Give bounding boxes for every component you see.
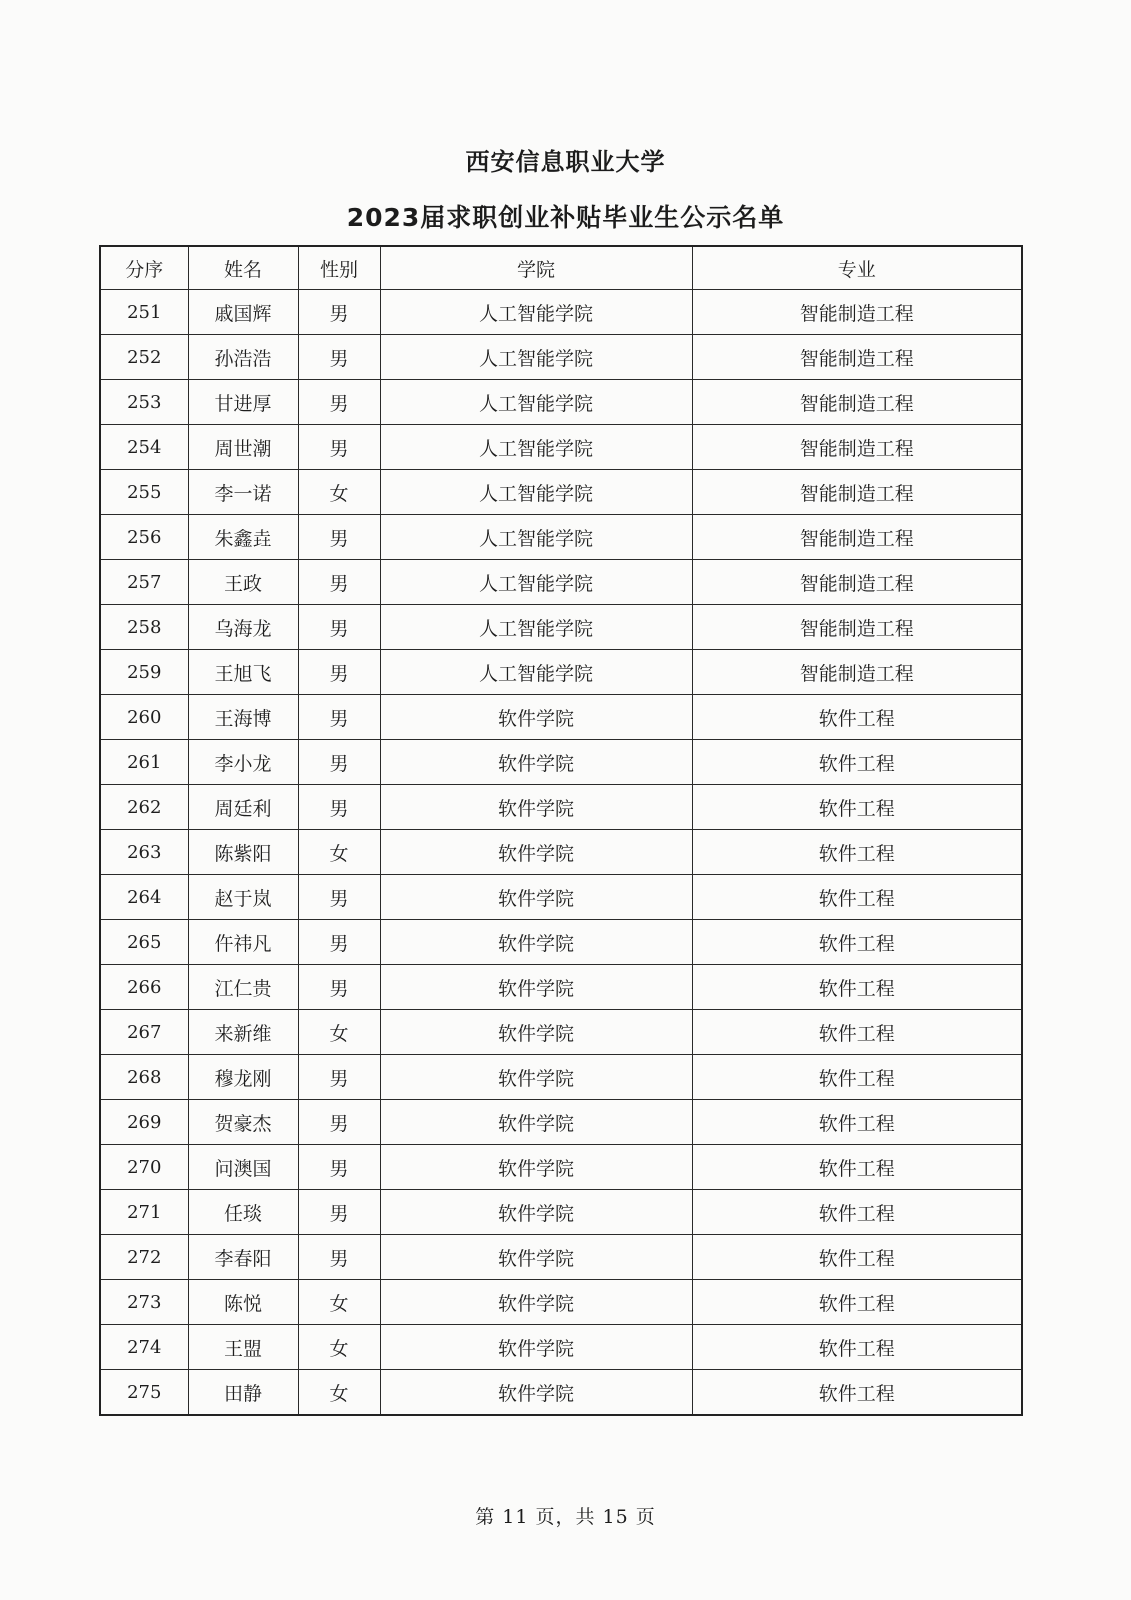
cell-seq: 268 — [100, 1055, 188, 1100]
header-seq: 分序 — [100, 246, 188, 290]
cell-seq: 264 — [100, 875, 188, 920]
cell-seq: 259 — [100, 650, 188, 695]
table-row — [100, 740, 1022, 785]
cell-college: 人工智能学院 — [380, 470, 692, 515]
cell-gender: 男 — [298, 740, 380, 785]
table-row — [100, 1370, 1022, 1416]
table-row — [100, 335, 1022, 380]
graduate-roster-table — [99, 245, 1023, 1416]
cell-major: 智能制造工程 — [692, 290, 1022, 335]
cell-name: 孙浩浩 — [188, 335, 298, 380]
cell-college: 人工智能学院 — [380, 425, 692, 470]
cell-seq: 272 — [100, 1235, 188, 1280]
cell-seq: 251 — [100, 290, 188, 335]
header-major: 专业 — [692, 246, 1022, 290]
cell-seq: 261 — [100, 740, 188, 785]
cell-seq: 254 — [100, 425, 188, 470]
cell-college: 软件学院 — [380, 785, 692, 830]
table-row — [100, 695, 1022, 740]
cell-major: 智能制造工程 — [692, 605, 1022, 650]
table-row — [100, 650, 1022, 695]
cell-major: 软件工程 — [692, 1055, 1022, 1100]
table-body — [100, 290, 1022, 1416]
cell-gender: 男 — [298, 1055, 380, 1100]
page-number-footer: 第 11 页，共 15 页 — [475, 1506, 656, 1528]
cell-college: 软件学院 — [380, 965, 692, 1010]
cell-name: 戚国辉 — [188, 290, 298, 335]
cell-college: 人工智能学院 — [380, 290, 692, 335]
cell-gender: 男 — [298, 695, 380, 740]
cell-name: 王旭飞 — [188, 650, 298, 695]
cell-name: 陈紫阳 — [188, 830, 298, 875]
cell-major: 软件工程 — [692, 785, 1022, 830]
cell-seq: 262 — [100, 785, 188, 830]
cell-seq: 265 — [100, 920, 188, 965]
cell-gender: 女 — [298, 830, 380, 875]
cell-name: 王政 — [188, 560, 298, 605]
header-gender: 性别 — [298, 246, 380, 290]
table-row — [100, 830, 1022, 875]
cell-major: 软件工程 — [692, 1190, 1022, 1235]
cell-seq: 258 — [100, 605, 188, 650]
cell-college: 人工智能学院 — [380, 380, 692, 425]
cell-major: 软件工程 — [692, 695, 1022, 740]
cell-name: 王海博 — [188, 695, 298, 740]
cell-college: 软件学院 — [380, 830, 692, 875]
cell-college: 软件学院 — [380, 740, 692, 785]
cell-major: 软件工程 — [692, 1010, 1022, 1055]
cell-college: 软件学院 — [380, 1100, 692, 1145]
table-row — [100, 1145, 1022, 1190]
cell-seq: 257 — [100, 560, 188, 605]
cell-gender: 男 — [298, 380, 380, 425]
cell-name: 乌海龙 — [188, 605, 298, 650]
cell-major: 智能制造工程 — [692, 515, 1022, 560]
cell-major: 软件工程 — [692, 740, 1022, 785]
cell-gender: 男 — [298, 650, 380, 695]
cell-major: 软件工程 — [692, 1100, 1022, 1145]
cell-gender: 男 — [298, 875, 380, 920]
cell-name: 赵于岚 — [188, 875, 298, 920]
header-name: 姓名 — [188, 246, 298, 290]
table-row — [100, 425, 1022, 470]
cell-gender: 男 — [298, 785, 380, 830]
cell-major: 软件工程 — [692, 1370, 1022, 1416]
cell-college: 人工智能学院 — [380, 650, 692, 695]
cell-seq: 263 — [100, 830, 188, 875]
cell-name: 田静 — [188, 1370, 298, 1416]
cell-seq: 269 — [100, 1100, 188, 1145]
cell-seq: 260 — [100, 695, 188, 740]
cell-name: 李一诺 — [188, 470, 298, 515]
cell-seq: 252 — [100, 335, 188, 380]
table-row — [100, 1235, 1022, 1280]
cell-major: 软件工程 — [692, 1235, 1022, 1280]
cell-college: 软件学院 — [380, 695, 692, 740]
cell-name: 周世潮 — [188, 425, 298, 470]
cell-major: 软件工程 — [692, 875, 1022, 920]
cell-major: 软件工程 — [692, 830, 1022, 875]
cell-major: 软件工程 — [692, 1145, 1022, 1190]
table-row — [100, 1100, 1022, 1145]
cell-major: 智能制造工程 — [692, 380, 1022, 425]
cell-college: 人工智能学院 — [380, 515, 692, 560]
table-row — [100, 560, 1022, 605]
cell-major: 智能制造工程 — [692, 335, 1022, 380]
table-row — [100, 965, 1022, 1010]
table-row — [100, 1055, 1022, 1100]
cell-gender: 女 — [298, 1325, 380, 1370]
cell-name: 任琰 — [188, 1190, 298, 1235]
cell-name: 仵祎凡 — [188, 920, 298, 965]
cell-seq: 266 — [100, 965, 188, 1010]
cell-college: 软件学院 — [380, 1370, 692, 1416]
cell-seq: 275 — [100, 1370, 188, 1416]
cell-name: 江仁贵 — [188, 965, 298, 1010]
cell-college: 软件学院 — [380, 875, 692, 920]
cell-college: 人工智能学院 — [380, 560, 692, 605]
document-title: 西安信息职业大学 — [465, 148, 666, 176]
table-row — [100, 1325, 1022, 1370]
cell-college: 软件学院 — [380, 1235, 692, 1280]
cell-gender: 男 — [298, 920, 380, 965]
cell-major: 软件工程 — [692, 920, 1022, 965]
table-row — [100, 605, 1022, 650]
cell-gender: 男 — [298, 515, 380, 560]
cell-gender: 男 — [298, 1190, 380, 1235]
cell-name: 周廷利 — [188, 785, 298, 830]
cell-major: 软件工程 — [692, 1280, 1022, 1325]
cell-name: 王盟 — [188, 1325, 298, 1370]
table-row — [100, 875, 1022, 920]
table-row — [100, 785, 1022, 830]
cell-gender: 男 — [298, 560, 380, 605]
cell-seq: 270 — [100, 1145, 188, 1190]
table-row — [100, 920, 1022, 965]
cell-name: 陈悦 — [188, 1280, 298, 1325]
cell-major: 智能制造工程 — [692, 425, 1022, 470]
cell-gender: 女 — [298, 470, 380, 515]
cell-college: 软件学院 — [380, 1010, 692, 1055]
cell-name: 李春阳 — [188, 1235, 298, 1280]
document-subtitle: 2023届求职创业补贴毕业生公示名单 — [346, 203, 785, 232]
table-row — [100, 470, 1022, 515]
cell-name: 李小龙 — [188, 740, 298, 785]
cell-name: 朱鑫垚 — [188, 515, 298, 560]
cell-name: 问澳国 — [188, 1145, 298, 1190]
cell-gender: 男 — [298, 965, 380, 1010]
cell-college: 软件学院 — [380, 1145, 692, 1190]
cell-gender: 男 — [298, 290, 380, 335]
cell-gender: 女 — [298, 1010, 380, 1055]
cell-major: 软件工程 — [692, 965, 1022, 1010]
cell-name: 贺豪杰 — [188, 1100, 298, 1145]
table-row — [100, 1010, 1022, 1055]
table-row — [100, 1280, 1022, 1325]
cell-seq: 271 — [100, 1190, 188, 1235]
cell-major: 智能制造工程 — [692, 470, 1022, 515]
cell-college: 软件学院 — [380, 920, 692, 965]
cell-college: 软件学院 — [380, 1190, 692, 1235]
cell-name: 甘进厚 — [188, 380, 298, 425]
cell-gender: 女 — [298, 1370, 380, 1416]
cell-college: 人工智能学院 — [380, 335, 692, 380]
cell-seq: 256 — [100, 515, 188, 560]
header-college: 学院 — [380, 246, 692, 290]
cell-seq: 253 — [100, 380, 188, 425]
cell-college: 软件学院 — [380, 1325, 692, 1370]
cell-seq: 274 — [100, 1325, 188, 1370]
cell-name: 来新维 — [188, 1010, 298, 1055]
cell-major: 软件工程 — [692, 1325, 1022, 1370]
cell-gender: 男 — [298, 1145, 380, 1190]
cell-seq: 255 — [100, 470, 188, 515]
cell-college: 软件学院 — [380, 1055, 692, 1100]
cell-gender: 男 — [298, 605, 380, 650]
table-header-row — [100, 246, 1022, 290]
cell-gender: 女 — [298, 1280, 380, 1325]
cell-name: 穆龙刚 — [188, 1055, 298, 1100]
cell-major: 智能制造工程 — [692, 650, 1022, 695]
cell-gender: 男 — [298, 1100, 380, 1145]
table-row — [100, 515, 1022, 560]
cell-gender: 男 — [298, 1235, 380, 1280]
cell-gender: 男 — [298, 425, 380, 470]
cell-major: 智能制造工程 — [692, 560, 1022, 605]
cell-seq: 267 — [100, 1010, 188, 1055]
cell-college: 人工智能学院 — [380, 605, 692, 650]
table-row — [100, 1190, 1022, 1235]
cell-seq: 273 — [100, 1280, 188, 1325]
cell-gender: 男 — [298, 335, 380, 380]
table-row — [100, 380, 1022, 425]
table-row — [100, 290, 1022, 335]
cell-college: 软件学院 — [380, 1280, 692, 1325]
